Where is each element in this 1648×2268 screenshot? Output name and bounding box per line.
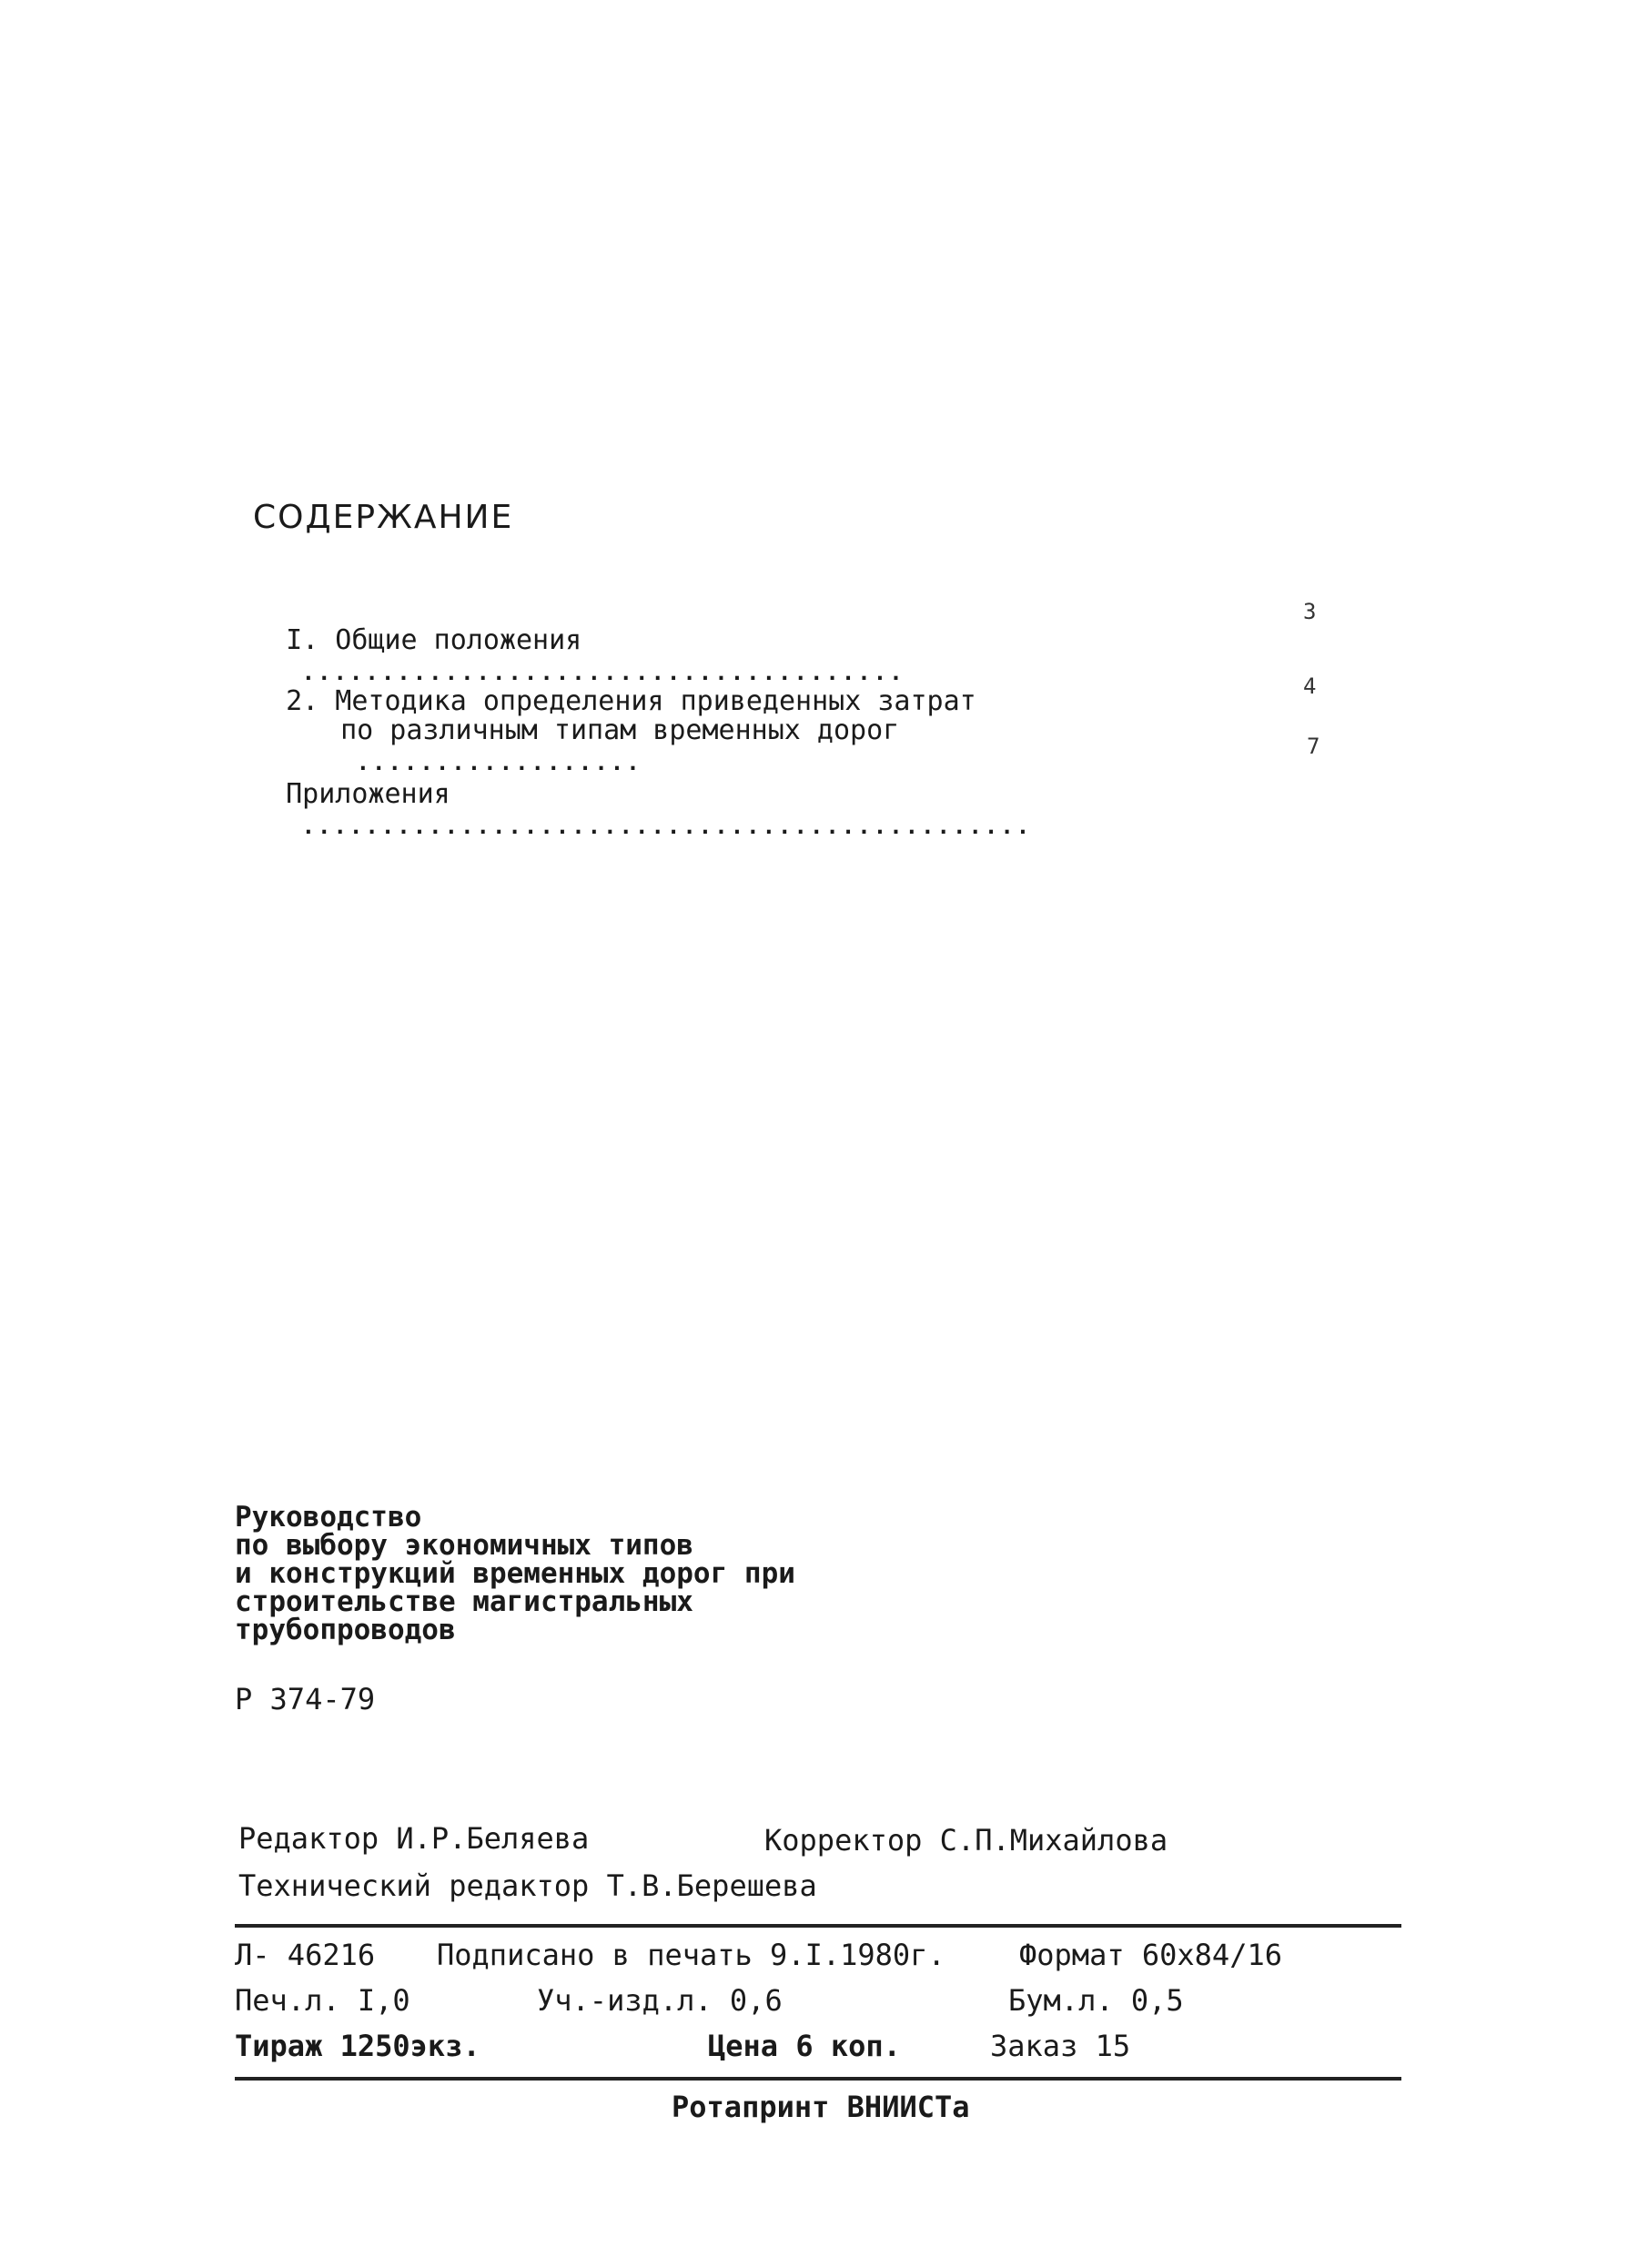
- book-title-line: строительстве магистральных: [235, 1585, 693, 1618]
- imprint-order: Заказ 15: [990, 2029, 1131, 2063]
- imprint-print-sheets: Печ.л. I,0: [235, 1983, 410, 2018]
- tech-editor-name: Технический редактор Т.В.Берешева: [238, 1868, 817, 1903]
- printing-house: Ротапринт ВНИИСТа: [672, 2090, 970, 2124]
- imprint-format: Формат 60х84/16: [1019, 1938, 1282, 1972]
- book-title-line: Руководство: [235, 1501, 422, 1534]
- imprint-signed: Подписано в печать 9.I.1980г.: [437, 1938, 945, 1972]
- toc-item-label: 2. Методика определения приведенных затрат: [286, 685, 976, 717]
- toc-leader-dots: ..............................................: [286, 814, 1048, 839]
- toc-page-number: 3: [1303, 599, 1317, 624]
- imprint-run: Тираж 1250экз.: [235, 2029, 480, 2063]
- toc-page-number: 7: [1307, 734, 1320, 759]
- contents-title: СОДЕРЖАНИЕ: [253, 499, 514, 536]
- corrector-name: Корректор С.П.Михайлова: [764, 1823, 1168, 1858]
- toc-item-label: I. Общие положения: [286, 624, 582, 656]
- book-title-line: трубопроводов: [235, 1614, 456, 1646]
- imprint-top-rule: [235, 1924, 1401, 1928]
- imprint-license: Л- 46216: [235, 1938, 376, 1972]
- toc-item-label: по различным типам временных дорог: [340, 714, 900, 746]
- toc-leader-dots: ......................................: [286, 660, 922, 685]
- toc-item-appendix: [253, 748, 1048, 842]
- imprint-publ-sheets: Уч.-изд.л. 0,6: [537, 1983, 783, 2018]
- book-title-line: и конструкций временных дорог при: [235, 1557, 795, 1590]
- book-title-line: по выбору экономичных типов: [235, 1529, 693, 1562]
- editor-name: Редактор И.Р.Беляева: [238, 1821, 590, 1856]
- imprint-paper-sheets: Бум.л. 0,5: [1008, 1983, 1184, 2018]
- toc-item-label: Приложения: [286, 778, 450, 810]
- toc-leader-dots: ..................: [340, 750, 659, 775]
- imprint-bottom-rule: [235, 2077, 1401, 2081]
- document-code: Р 374-79: [235, 1682, 376, 1716]
- imprint-price: Цена 6 коп.: [708, 2029, 901, 2063]
- toc-page-number: 4: [1303, 673, 1317, 699]
